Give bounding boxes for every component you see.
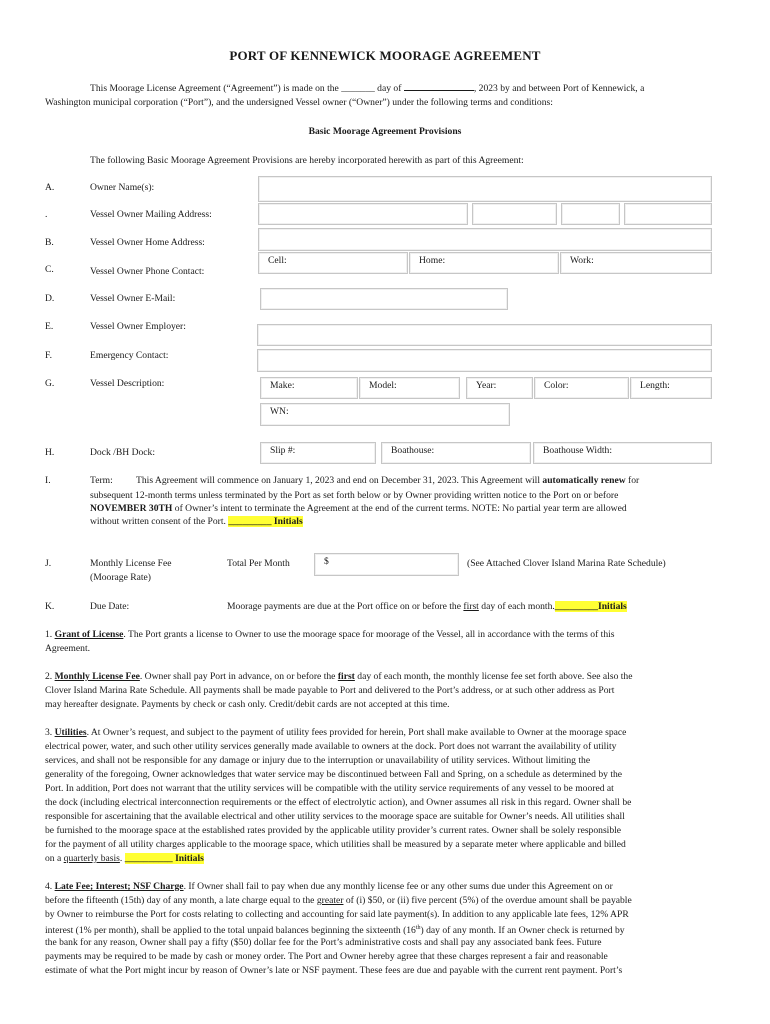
slip-label: Slip #:: [270, 445, 296, 456]
intro-text-b: , 2023 by and between Port of Kennewick, a: [473, 83, 645, 94]
utilities-initials[interactable]: __________ Initials: [124, 853, 204, 864]
row-h-label: Dock /BH Dock:: [90, 447, 156, 458]
section-4-line-3: by Owner to reimburse the Port for costs relating to collecting and accounting for said late payment(s). In addition to any applicable late fees, 12% APR: [45, 909, 629, 920]
section-4-line-4-b: ) day of any month. If an Owner check is returned by: [420, 925, 625, 937]
section-4-line-2: [45, 893, 632, 908]
term-line-1-text: This Agreement will commence on January 1, 2023 and end on December 31, 2023. This Agreement will: [136, 475, 540, 486]
due-date-text: [227, 599, 627, 614]
section-2-text-b: day of each month, the monthly license fee set forth above. See also the: [357, 671, 633, 682]
section-4-heading: Late Fee; Interest; NSF Charge: [54, 881, 184, 892]
rate-schedule-note: (See Attached Clover Island Marina Rate Schedule): [467, 558, 666, 569]
row-b-letter: B.: [45, 237, 54, 248]
section-3-line-1: [45, 725, 626, 740]
incorporated-text: The following Basic Moorage Agreement Provisions are hereby incorporated herewith as part of this Agreement:: [90, 155, 524, 166]
cell-phone-field[interactable]: [258, 252, 408, 274]
email-field[interactable]: [260, 288, 508, 310]
section-3-line-4: generality of the foregoing, Owner acknowledges that water service may be discontinued between Fall and Spring, on a schedule as determined by the: [45, 769, 623, 780]
row-c-label: Vessel Owner Phone Contact:: [90, 266, 205, 277]
section-1-line-1: [45, 627, 615, 642]
boathouse-field[interactable]: [381, 442, 531, 464]
row-b0-letter: .: [45, 209, 48, 220]
section-heading: Basic Moorage Agreement Provisions: [308, 126, 462, 137]
document-title: PORT OF KENNEWICK MOORAGE AGREEMENT: [229, 48, 541, 63]
section-3-last-a: on a: [45, 853, 62, 864]
section-1-heading: Grant of License: [54, 629, 124, 640]
section-3-number: 3.: [45, 727, 53, 738]
section-3-last-b: .: [119, 853, 123, 864]
section-2-text-a: . Owner shall pay Port in advance, on or before the: [139, 671, 336, 682]
section-1-text: . The Port grants a license to Owner to use the moorage space for moorage of the Vessel, all in accordance with the terms of this: [123, 629, 615, 640]
row-a-letter: A.: [45, 182, 55, 193]
term-line-1: [136, 473, 639, 488]
due-date-initials[interactable]: _________Initials: [554, 601, 627, 612]
cell-label: Cell:: [268, 255, 287, 266]
employer-field[interactable]: [257, 324, 712, 346]
boathouse-width-field[interactable]: [533, 442, 712, 464]
intro-text-a: This Moorage License Agreement (“Agreement”) is made on the _______ day of: [90, 83, 402, 94]
row-g-letter: G.: [45, 378, 55, 389]
section-4-greater: greater: [316, 895, 344, 906]
term-line-1-end: for: [628, 475, 640, 486]
intro-month-blank: [404, 80, 474, 91]
vessel-color-field[interactable]: [534, 377, 629, 399]
emergency-contact-field[interactable]: [257, 349, 712, 372]
row-a-label: Owner Name(s):: [90, 182, 155, 193]
section-1-number: 1.: [45, 629, 53, 640]
year-label: Year:: [476, 380, 497, 391]
section-4-number: 4.: [45, 881, 53, 892]
home-phone-field[interactable]: [409, 252, 559, 274]
vessel-make-field[interactable]: [260, 377, 358, 399]
mailing-address-city-field[interactable]: [472, 203, 557, 225]
row-g-label: Vessel Description:: [90, 378, 165, 389]
due-date-first: first: [463, 601, 479, 612]
section-2-line-2: Clover Island Marina Rate Schedule. All payments shall be made payable to Port and delivered to the Port’s address, or at such other address as Port: [45, 685, 615, 696]
term-line-2: subsequent 12-month terms unless terminated by the Port as set forth below or by Owner providing written notice to the Port on or before: [90, 490, 619, 501]
section-3-line-8: be furnished to the moorage space at the established rates provided by the applicable utility provider’s current rates. Owner shall be solely responsible: [45, 825, 622, 836]
mailing-address-street-field[interactable]: [258, 203, 468, 225]
row-f-label: Emergency Contact:: [90, 350, 169, 361]
term-line-3-text: of Owner’s intent to terminate the Agreement at the end of the current terms. NOTE: No partial year term are allowed: [174, 503, 627, 514]
term-line-4-text: without written consent of the Port.: [90, 516, 226, 527]
color-label: Color:: [544, 380, 569, 391]
section-4-line-7: estimate of what the Port might incur by reason of Owner’s late or NSF payment. These fees are due and payable with the current rent payment. Port’s: [45, 965, 623, 976]
model-label: Model:: [369, 380, 397, 391]
november-deadline: NOVEMBER 30TH: [90, 503, 173, 514]
term-initials[interactable]: _________ Initials: [228, 516, 303, 527]
mailing-address-zip-field[interactable]: [624, 203, 712, 225]
section-4-line-2-b: of (i) $50, or (ii) five percent (5%) of the overdue amount shall be payable: [345, 895, 632, 906]
make-label: Make:: [270, 380, 295, 391]
length-label: Length:: [640, 380, 670, 391]
section-4-line-1: [45, 879, 613, 894]
section-1-line-2: Agreement.: [45, 643, 91, 654]
section-3-line-10: [45, 851, 204, 866]
section-3-line-7: responsible for ascertaining that the available electrical and other utility services to the moorage space are suitable for Owner’s needs. All utilities shall: [45, 811, 625, 822]
term-line-4: [90, 514, 303, 529]
vessel-model-field[interactable]: [359, 377, 460, 399]
vessel-length-field[interactable]: [630, 377, 712, 399]
section-3-line-2: electrical power, water, and such other utility services generally made available to owners at the dock. Port does not warrant the availability of utility: [45, 741, 617, 752]
section-4-text: . If Owner shall fail to pay when due any monthly license fee or any other sums due under this Agreement on or: [183, 881, 613, 892]
vessel-wn-field[interactable]: [260, 403, 510, 426]
section-2-line-1: [45, 669, 632, 684]
row-i-letter: I.: [45, 475, 51, 486]
section-2-line-3: may hereafter designate. Payments by check or cash only. Credit/debit cards are not accepted at this time.: [45, 699, 450, 710]
section-4-line-4-a: interest (1% per month), shall be applied to the total unpaid balances beginning the sixteenth (16: [45, 925, 416, 937]
work-label: Work:: [570, 255, 594, 266]
wn-label: WN:: [270, 406, 289, 417]
section-4-sup: th: [415, 925, 421, 931]
total-per-month-label: Total Per Month: [227, 558, 290, 569]
due-date-text-a: Moorage payments are due at the Port office on or before the: [227, 601, 461, 612]
section-3-heading: Utilities: [54, 727, 87, 738]
quarterly-basis: quarterly basis: [63, 853, 120, 864]
row-h-letter: H.: [45, 447, 55, 458]
boathouse-width-label: Boathouse Width:: [543, 445, 612, 456]
section-4-line-6: payments may be required to be made by cash or money order. The Port and Owner hereby agree that these charges represent a fair and reasonable: [45, 951, 608, 962]
section-4-line-5: the bank for any reason, Owner shall pay a fifty ($50) dollar fee for the Port’s administrative costs and shall pay any associated bank fees. Future: [45, 937, 602, 948]
moorage-rate-label: (Moorage Rate): [90, 572, 152, 583]
section-2-number: 2.: [45, 671, 53, 682]
row-c-letter: C.: [45, 264, 54, 275]
section-3-line-6: the dock (including electrical interconnection requirements or the effect of electrolytic action), and Owner assumes all risk in this regard. Owner shall be: [45, 797, 632, 808]
section-4-line-2-a: before the fifteenth (15th) day of any month, a late charge equal to the: [45, 895, 315, 906]
term-label: Term:: [90, 475, 113, 486]
due-date-label: Due Date:: [90, 601, 130, 612]
boathouse-label: Boathouse:: [391, 445, 435, 456]
section-3-line-3: services, and shall not be responsible for any damage or injury due to the interruption or unavailability of utility services. Without limiting the: [45, 755, 591, 766]
row-d-letter: D.: [45, 293, 55, 304]
work-phone-field[interactable]: [560, 252, 712, 274]
row-e-label: Vessel Owner Employer:: [90, 321, 186, 332]
row-f-letter: F.: [45, 350, 52, 361]
license-fee-label: Monthly License Fee: [90, 558, 172, 569]
section-2-first: first: [337, 671, 355, 682]
mailing-address-state-field[interactable]: [561, 203, 620, 225]
section-2-heading: Monthly License Fee: [54, 671, 140, 682]
auto-renew-text: automatically renew: [542, 475, 626, 486]
section-3-line-9: for the payment of all utility charges applicable to the moorage space, which utilities shall be measured by a separate meter where applicable and billed: [45, 839, 626, 850]
due-date-text-b: day of each month.: [481, 601, 555, 612]
dollar-sign: $: [324, 556, 329, 567]
home-label: Home:: [419, 255, 446, 266]
row-e-letter: E.: [45, 321, 54, 332]
row-b-label: Vessel Owner Home Address:: [90, 237, 205, 248]
section-3-line-5: Port. In addition, Port does not warrant that the utility services will be compatible with the utility service requirements of any vessel to be moored at: [45, 783, 614, 794]
monthly-fee-field[interactable]: [314, 553, 459, 576]
intro-line-1: [90, 80, 644, 96]
row-k-letter: K.: [45, 601, 55, 612]
intro-line-2: Washington municipal corporation (“Port”), and the undersigned Vessel owner (“Owner”) under the following terms and conditions:: [45, 97, 553, 108]
row-j-letter: J.: [45, 558, 52, 569]
home-address-field[interactable]: [258, 228, 712, 251]
section-3-text: . At Owner’s request, and subject to the payment of utility fees provided for herein, Port shall make available to Owner at the moorage space: [86, 727, 627, 738]
slip-number-field[interactable]: [260, 442, 376, 464]
owner-name-field[interactable]: [258, 176, 712, 202]
row-b0-label: Vessel Owner Mailing Address:: [90, 209, 212, 220]
vessel-year-field[interactable]: [466, 377, 533, 399]
row-d-label: Vessel Owner E-Mail:: [90, 293, 176, 304]
